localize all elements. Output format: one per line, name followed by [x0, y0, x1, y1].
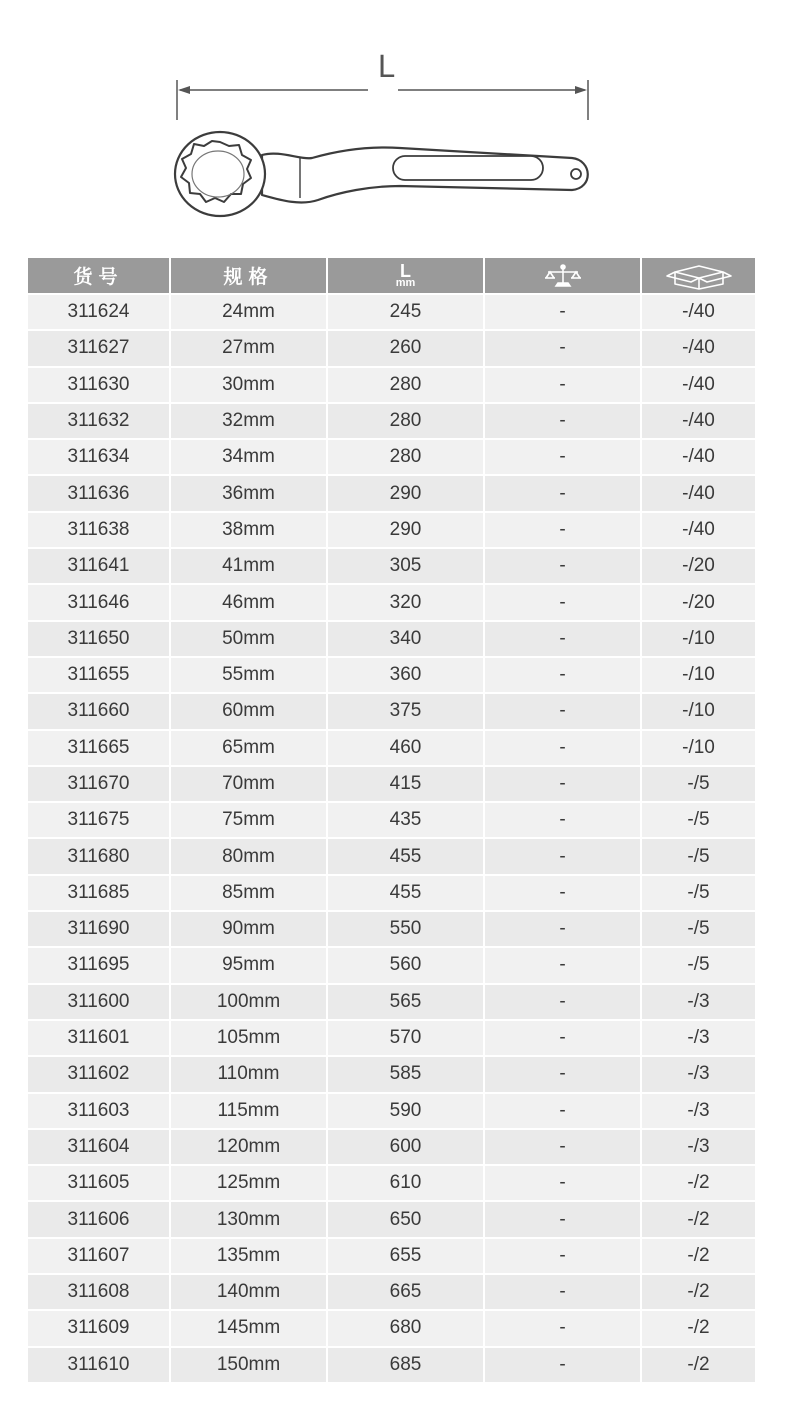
table-row — [28, 911, 755, 947]
cell-length: 360 — [327, 657, 484, 693]
cell-length: 280 — [327, 439, 484, 475]
table-header-row — [28, 258, 755, 294]
cell-item-no: 311601 — [28, 1020, 170, 1056]
cell-size: 27mm — [170, 330, 327, 366]
cell-length: 685 — [327, 1347, 484, 1382]
cell-box-qty: -/2 — [641, 1238, 755, 1274]
cell-box-qty: -/20 — [641, 548, 755, 584]
cell-size: 46mm — [170, 584, 327, 620]
cell-size: 145mm — [170, 1310, 327, 1346]
cell-item-no: 311675 — [28, 802, 170, 838]
cell-item-no: 311624 — [28, 294, 170, 330]
table-row — [28, 1274, 755, 1310]
box-icon — [665, 262, 733, 290]
cell-size: 105mm — [170, 1020, 327, 1056]
cell-box-qty: -/40 — [641, 403, 755, 439]
cell-pack: - — [484, 1238, 641, 1274]
cell-pack: - — [484, 802, 641, 838]
cell-pack: - — [484, 294, 641, 330]
dimension-label: L — [377, 50, 395, 85]
cell-pack: - — [484, 621, 641, 657]
cell-item-no: 311685 — [28, 875, 170, 911]
cell-box-qty: -/2 — [641, 1310, 755, 1346]
cell-pack: - — [484, 367, 641, 403]
table-row — [28, 621, 755, 657]
cell-size: 38mm — [170, 512, 327, 548]
cell-box-qty: -/10 — [641, 693, 755, 729]
cell-size: 120mm — [170, 1129, 327, 1165]
cell-size: 90mm — [170, 911, 327, 947]
cell-item-no: 311610 — [28, 1347, 170, 1382]
cell-box-qty: -/3 — [641, 1020, 755, 1056]
cell-box-qty: -/3 — [641, 1129, 755, 1165]
table-row — [28, 838, 755, 874]
cell-pack: - — [484, 1310, 641, 1346]
cell-item-no: 311636 — [28, 475, 170, 511]
cell-size: 85mm — [170, 875, 327, 911]
cell-box-qty: -/2 — [641, 1274, 755, 1310]
ring-wrench-illustration — [0, 0, 790, 250]
dimension-line — [177, 80, 588, 120]
cell-length: 655 — [327, 1238, 484, 1274]
table-row — [28, 657, 755, 693]
cell-pack: - — [484, 1274, 641, 1310]
table-row — [28, 947, 755, 983]
cell-box-qty: -/5 — [641, 875, 755, 911]
cell-pack: - — [484, 766, 641, 802]
table-row — [28, 512, 755, 548]
cell-box-qty: -/3 — [641, 984, 755, 1020]
cell-pack: - — [484, 1020, 641, 1056]
cell-size: 150mm — [170, 1347, 327, 1382]
table-row — [28, 584, 755, 620]
cell-pack: - — [484, 693, 641, 729]
cell-size: 70mm — [170, 766, 327, 802]
cell-size: 41mm — [170, 548, 327, 584]
table-row — [28, 475, 755, 511]
cell-size: 110mm — [170, 1056, 327, 1092]
cell-length: 665 — [327, 1274, 484, 1310]
header-box — [641, 258, 755, 294]
cell-size: 32mm — [170, 403, 327, 439]
cell-length: 435 — [327, 802, 484, 838]
cell-size: 75mm — [170, 802, 327, 838]
cell-box-qty: -/5 — [641, 802, 755, 838]
cell-item-no: 311670 — [28, 766, 170, 802]
cell-size: 130mm — [170, 1201, 327, 1237]
cell-box-qty: -/40 — [641, 294, 755, 330]
cell-item-no: 311627 — [28, 330, 170, 366]
cell-box-qty: -/5 — [641, 947, 755, 983]
cell-item-no: 311634 — [28, 439, 170, 475]
cell-item-no: 311604 — [28, 1129, 170, 1165]
cell-box-qty: -/5 — [641, 838, 755, 874]
cell-size: 50mm — [170, 621, 327, 657]
table-row — [28, 403, 755, 439]
cell-pack: - — [484, 875, 641, 911]
product-diagram — [0, 0, 790, 250]
cell-length: 680 — [327, 1310, 484, 1346]
table-row — [28, 1056, 755, 1092]
cell-size: 80mm — [170, 838, 327, 874]
cell-length: 260 — [327, 330, 484, 366]
cell-item-no: 311650 — [28, 621, 170, 657]
cell-length: 375 — [327, 693, 484, 729]
table-row — [28, 984, 755, 1020]
cell-size: 30mm — [170, 367, 327, 403]
cell-length: 565 — [327, 984, 484, 1020]
cell-length: 455 — [327, 838, 484, 874]
cell-length: 600 — [327, 1129, 484, 1165]
header-length — [327, 258, 484, 294]
cell-length: 415 — [327, 766, 484, 802]
table-row — [28, 802, 755, 838]
header-length-label: L — [400, 261, 411, 281]
cell-length: 340 — [327, 621, 484, 657]
cell-length: 610 — [327, 1165, 484, 1201]
cell-pack: - — [484, 947, 641, 983]
cell-pack: - — [484, 730, 641, 766]
cell-length: 590 — [327, 1093, 484, 1129]
cell-length: 455 — [327, 875, 484, 911]
cell-pack: - — [484, 911, 641, 947]
cell-box-qty: -/10 — [641, 621, 755, 657]
table-row — [28, 1347, 755, 1382]
cell-pack: - — [484, 584, 641, 620]
header-length-unit: mm — [395, 277, 416, 289]
cell-length: 560 — [327, 947, 484, 983]
cell-size: 36mm — [170, 475, 327, 511]
cell-item-no: 311665 — [28, 730, 170, 766]
table-body — [28, 294, 755, 1382]
cell-size: 125mm — [170, 1165, 327, 1201]
cell-box-qty: -/3 — [641, 1093, 755, 1129]
cell-pack: - — [484, 1093, 641, 1129]
cell-item-no: 311608 — [28, 1274, 170, 1310]
wrench-body — [175, 132, 588, 216]
table-row — [28, 1165, 755, 1201]
table-row — [28, 1093, 755, 1129]
cell-box-qty: -/40 — [641, 439, 755, 475]
cell-length: 290 — [327, 512, 484, 548]
header-item-no: 货号 — [28, 258, 170, 294]
table-row — [28, 548, 755, 584]
cell-pack: - — [484, 984, 641, 1020]
cell-box-qty: -/40 — [641, 475, 755, 511]
cell-length: 280 — [327, 367, 484, 403]
cell-box-qty: -/40 — [641, 330, 755, 366]
cell-item-no: 311600 — [28, 984, 170, 1020]
cell-length: 650 — [327, 1201, 484, 1237]
cell-length: 280 — [327, 403, 484, 439]
cell-pack: - — [484, 1056, 641, 1092]
cell-item-no: 311602 — [28, 1056, 170, 1092]
cell-size: 24mm — [170, 294, 327, 330]
cell-pack: - — [484, 475, 641, 511]
cell-size: 140mm — [170, 1274, 327, 1310]
cell-item-no: 311603 — [28, 1093, 170, 1129]
cell-length: 320 — [327, 584, 484, 620]
cell-box-qty: -/10 — [641, 730, 755, 766]
cell-pack: - — [484, 330, 641, 366]
cell-size: 100mm — [170, 984, 327, 1020]
table-row — [28, 1129, 755, 1165]
cell-box-qty: -/3 — [641, 1056, 755, 1092]
table-row — [28, 1201, 755, 1237]
cell-pack: - — [484, 657, 641, 693]
cell-item-no: 311632 — [28, 403, 170, 439]
cell-box-qty: -/5 — [641, 766, 755, 802]
cell-length: 460 — [327, 730, 484, 766]
cell-size: 60mm — [170, 693, 327, 729]
cell-item-no: 311690 — [28, 911, 170, 947]
cell-item-no: 311638 — [28, 512, 170, 548]
header-pack — [484, 258, 641, 294]
cell-box-qty: -/2 — [641, 1347, 755, 1382]
cell-box-qty: -/40 — [641, 367, 755, 403]
cell-item-no: 311655 — [28, 657, 170, 693]
cell-box-qty: -/20 — [641, 584, 755, 620]
cell-item-no: 311607 — [28, 1238, 170, 1274]
table-row — [28, 439, 755, 475]
cell-pack: - — [484, 1347, 641, 1382]
spec-table — [28, 258, 755, 1382]
table-row — [28, 330, 755, 366]
cell-length: 570 — [327, 1020, 484, 1056]
cell-box-qty: -/10 — [641, 657, 755, 693]
header-size: 规格 — [170, 258, 327, 294]
cell-item-no: 311609 — [28, 1310, 170, 1346]
table-row — [28, 1020, 755, 1056]
cell-size: 135mm — [170, 1238, 327, 1274]
cell-size: 115mm — [170, 1093, 327, 1129]
cell-box-qty: -/40 — [641, 512, 755, 548]
cell-box-qty: -/2 — [641, 1165, 755, 1201]
cell-item-no: 311646 — [28, 584, 170, 620]
cell-item-no: 311680 — [28, 838, 170, 874]
cell-size: 34mm — [170, 439, 327, 475]
cell-pack: - — [484, 838, 641, 874]
cell-item-no: 311660 — [28, 693, 170, 729]
cell-pack: - — [484, 512, 641, 548]
cell-box-qty: -/2 — [641, 1201, 755, 1237]
cell-length: 585 — [327, 1056, 484, 1092]
cell-pack: - — [484, 548, 641, 584]
table-row — [28, 766, 755, 802]
table-row — [28, 294, 755, 330]
cell-length: 290 — [327, 475, 484, 511]
table-row — [28, 1310, 755, 1346]
cell-item-no: 311606 — [28, 1201, 170, 1237]
cell-size: 95mm — [170, 947, 327, 983]
table-row — [28, 693, 755, 729]
cell-pack: - — [484, 403, 641, 439]
cell-item-no: 311695 — [28, 947, 170, 983]
table-row — [28, 1238, 755, 1274]
cell-size: 55mm — [170, 657, 327, 693]
cell-item-no: 311641 — [28, 548, 170, 584]
scale-icon — [542, 262, 584, 290]
table-row — [28, 367, 755, 403]
cell-item-no: 311630 — [28, 367, 170, 403]
table-row — [28, 875, 755, 911]
table-row — [28, 730, 755, 766]
cell-size: 65mm — [170, 730, 327, 766]
cell-item-no: 311605 — [28, 1165, 170, 1201]
cell-pack: - — [484, 1201, 641, 1237]
cell-box-qty: -/5 — [641, 911, 755, 947]
cell-pack: - — [484, 439, 641, 475]
cell-length: 245 — [327, 294, 484, 330]
cell-length: 550 — [327, 911, 484, 947]
cell-pack: - — [484, 1165, 641, 1201]
cell-pack: - — [484, 1129, 641, 1165]
cell-length: 305 — [327, 548, 484, 584]
